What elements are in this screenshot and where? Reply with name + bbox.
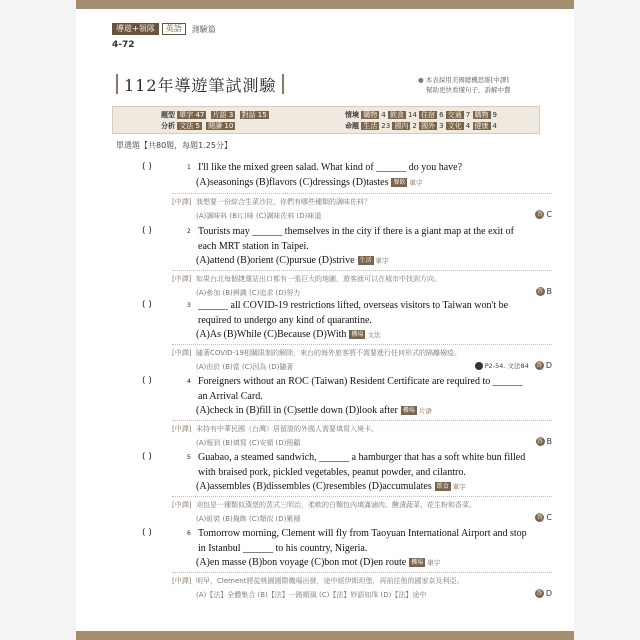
translation-label: [中譯]	[172, 349, 192, 357]
stats-value: 文法 5	[179, 122, 200, 130]
question-options	[196, 176, 422, 190]
question-item	[76, 224, 574, 296]
stats-count: 9	[492, 111, 497, 119]
stats-count: 4	[381, 111, 386, 119]
options-text: (A)attend (B)orient (C)pursue (D)strive	[196, 255, 355, 266]
topic-badge: 生活	[359, 257, 372, 265]
bullet-icon: ●	[418, 76, 424, 84]
stats-value: 片語 3	[212, 111, 234, 119]
question-text: Foreigners without an ROC (Taiwan) Resident Certificate are required to ______ an Arrival Card.	[198, 376, 523, 402]
book-page	[76, 0, 574, 640]
legend-note	[418, 75, 511, 95]
type-badge: 片語	[418, 407, 432, 415]
answer-blank[interactable]: ( )	[142, 528, 152, 538]
translation-options: (A)調味料 (B)口味 (C)調味佐料 (D)味道	[196, 212, 322, 220]
answer-letter: C	[546, 210, 552, 219]
stats-label: 情境	[345, 111, 359, 119]
topic-badge: 機場	[351, 331, 364, 339]
translation-label: [中譯]	[172, 425, 192, 433]
stats-count: 4	[465, 122, 471, 130]
question-number: 4	[187, 378, 191, 385]
question-text: Tourists may ______ themselves in the city if there is a giant map at the exit of each MRT station in Taipei.	[198, 226, 514, 252]
question-number: 3	[187, 302, 191, 309]
translation-label: [中譯]	[172, 577, 192, 585]
answer-letter: C	[546, 513, 552, 522]
translation-options: (A)由於 (B)當 (C)因為 (D)隨著	[196, 363, 294, 371]
translation-options: (A)參加 (B)辨識 (C)追求 (D)努力	[196, 289, 301, 297]
answer-icon: 答	[536, 590, 543, 597]
translation-block	[172, 344, 552, 373]
stats-chip: 交通	[447, 111, 462, 119]
topic-badge: 餐飲	[393, 179, 406, 187]
question-options	[196, 556, 440, 570]
answer-key	[536, 287, 553, 296]
stats-count: 3	[439, 122, 444, 130]
answer-key	[535, 210, 552, 219]
answer-icon: 答	[536, 514, 543, 521]
question-text: Tomorrow morning, Clement will fly from Taoyuan International Airport and stop in Istanbul ______ to his country, Nigeria.	[198, 528, 527, 554]
stats-count: 6	[439, 111, 444, 119]
stats-label: 題型	[161, 111, 175, 119]
answer-blank[interactable]: ( )	[142, 162, 152, 172]
question-options	[196, 328, 380, 342]
translation-block	[172, 572, 552, 603]
type-badge: 單字	[409, 179, 423, 187]
stats-chip: 飲食	[389, 111, 404, 119]
translation-block	[172, 193, 552, 222]
tag-category: 導遊+領隊	[112, 23, 159, 35]
reference	[475, 362, 529, 370]
answer-icon: 答	[536, 438, 543, 445]
translation-text: 明早，Clement將從桃園國際機場出發，途中經伊斯坦堡，再前往他的國家奈及利亞。	[196, 577, 464, 585]
stats-chip: 國內	[394, 122, 409, 130]
page-number: 4-72	[112, 40, 135, 50]
stats-chip: 健康	[474, 122, 489, 130]
question-text: Guabao, a steamed sandwich, ______ a hamburger that has a soft white bun filled with braised pork, pickled vegetables, peanut powder, and cilantro.	[198, 452, 526, 478]
question-text: I'll like the mixed green salad. What kind of ______ do you have?	[198, 162, 463, 173]
stats-row-1-right	[345, 110, 497, 120]
answer-letter: D	[545, 361, 552, 370]
options-text: (A)check in (B)fill in (C)settle down (D)look after	[196, 405, 398, 416]
stats-count: 2	[412, 122, 417, 130]
stats-row-2-right	[345, 121, 497, 131]
question-item	[76, 160, 574, 222]
translation-text: 如果台北每個捷運站出口都有一張巨大的地圖，遊客就可以在城市中找到方向。	[196, 275, 441, 283]
stats-row-2-left	[161, 121, 237, 131]
translation-options: (A)報到 (B)填寫 (C)安頓 (D)照顧	[196, 439, 301, 447]
type-badge: 單字	[452, 483, 466, 491]
stats-count: 4	[492, 122, 497, 130]
question-number: 2	[187, 228, 191, 235]
answer-letter: D	[545, 589, 552, 598]
stats-label: 命題	[345, 122, 359, 130]
question-number: 5	[187, 454, 191, 461]
question-options	[196, 254, 389, 268]
stats-row-1-left	[161, 110, 271, 120]
stats-count: 7	[465, 111, 471, 119]
type-badge: 單字	[375, 257, 389, 265]
translation-block	[172, 496, 552, 525]
question-item	[76, 298, 574, 372]
stats-chip: 國外	[421, 122, 436, 130]
topic-badge: 飲食	[436, 483, 449, 491]
tag-section: 測驗篇	[191, 24, 216, 34]
stats-chip: 文化	[447, 122, 462, 130]
answer-blank[interactable]: ( )	[142, 376, 152, 386]
reference-text: P2-54. 文法84	[484, 362, 529, 370]
answer-letter: B	[546, 287, 552, 296]
topic-badge: 機場	[402, 407, 415, 415]
section-heading: 單選題【共80題，每題1.25分】	[116, 141, 232, 150]
stats-value: 對話 15	[241, 111, 267, 119]
question-options	[196, 404, 432, 418]
translation-text: 我想要一份綜合生菜沙拉，你們有哪些種類的調味佐料？	[196, 198, 371, 206]
translation-options: (A)【法】全體集合 (B)【法】一路順風 (C)【法】妙語如珠 (D)【法】途中	[196, 591, 427, 599]
translation-text: 刈包是一種類似漢堡的蒸式三明治，柔軟的白麵包內填滿滷肉、醃漬蔬菜、花生粉和香菜。	[196, 501, 476, 509]
type-badge: 單字	[427, 559, 441, 567]
answer-icon: 答	[536, 362, 543, 369]
translation-block	[172, 420, 552, 449]
type-badge: 文法	[367, 331, 381, 339]
translation-label: [中譯]	[172, 275, 192, 283]
answer-blank[interactable]: ( )	[142, 300, 152, 310]
answer-blank[interactable]: ( )	[142, 452, 152, 462]
answer-icon: 答	[536, 288, 543, 295]
stats-chip: 生活	[363, 122, 378, 130]
stats-count: 14	[407, 111, 417, 119]
options-text: (A)en masse (B)bon voyage (C)bon mot (D)en route	[196, 557, 407, 568]
stats-value: 閱讀 10	[208, 122, 234, 130]
top-decor-bar	[76, 0, 574, 9]
stats-value: 單字 47	[179, 111, 205, 119]
page-title: 112年導遊筆試測驗	[124, 76, 277, 95]
translation-options: (A)組裝 (B)掩飾 (C)類似 (D)累積	[196, 515, 301, 523]
question-item	[76, 374, 574, 448]
answer-icon: 答	[536, 211, 543, 218]
answer-key	[475, 361, 552, 370]
options-text: (A)seasonings (B)flavors (C)dressings (D)tastes	[196, 177, 389, 188]
answer-key	[535, 513, 552, 522]
question-number: 1	[187, 164, 191, 171]
stats-chip: 住宿	[421, 111, 436, 119]
translation-label: [中譯]	[172, 198, 192, 206]
answer-key	[535, 589, 552, 598]
header-tags	[112, 23, 216, 35]
answer-blank[interactable]: ( )	[142, 226, 152, 236]
translation-text: 未持有中華民國（台灣）居留證的外國人需要填寫入境卡。	[196, 425, 378, 433]
stats-chip: 購物	[363, 111, 378, 119]
translation-label: [中譯]	[172, 501, 192, 509]
translation-block	[172, 270, 552, 297]
tag-subject: 英語	[162, 23, 186, 35]
stats-label: 分析	[161, 122, 175, 130]
bottom-decor-bar	[76, 631, 574, 640]
note-line-1: 本表採用美國總機思維[中譯]	[425, 76, 509, 84]
question-text: ______ all COVID-19 restrictions lifted, overseas visitors to Taiwan won't be required to undergo any kind of quarantine.	[198, 300, 509, 326]
note-line-2: 幫助更快看懂句子，訴解中費	[426, 86, 511, 94]
topic-badge: 機場	[411, 559, 424, 567]
reference-icon	[475, 362, 483, 370]
options-text: (A)As (B)While (C)Because (D)With	[196, 329, 347, 340]
answer-letter: B	[546, 437, 552, 446]
answer-key	[536, 437, 553, 446]
question-item	[76, 526, 574, 602]
stats-box	[112, 106, 540, 134]
question-options	[196, 480, 466, 494]
question-number: 6	[187, 530, 191, 537]
stats-count: 23	[381, 122, 391, 130]
translation-text: 隨著COVID-19相關限制的解除，來台的海外旅客將不需要進行任何形式的隔離檢疫。	[196, 349, 461, 357]
stats-chip: 購物	[474, 111, 489, 119]
options-text: (A)assembles (B)dissembles (C)resembles (D)accumulates	[196, 481, 432, 492]
question-item	[76, 450, 574, 524]
